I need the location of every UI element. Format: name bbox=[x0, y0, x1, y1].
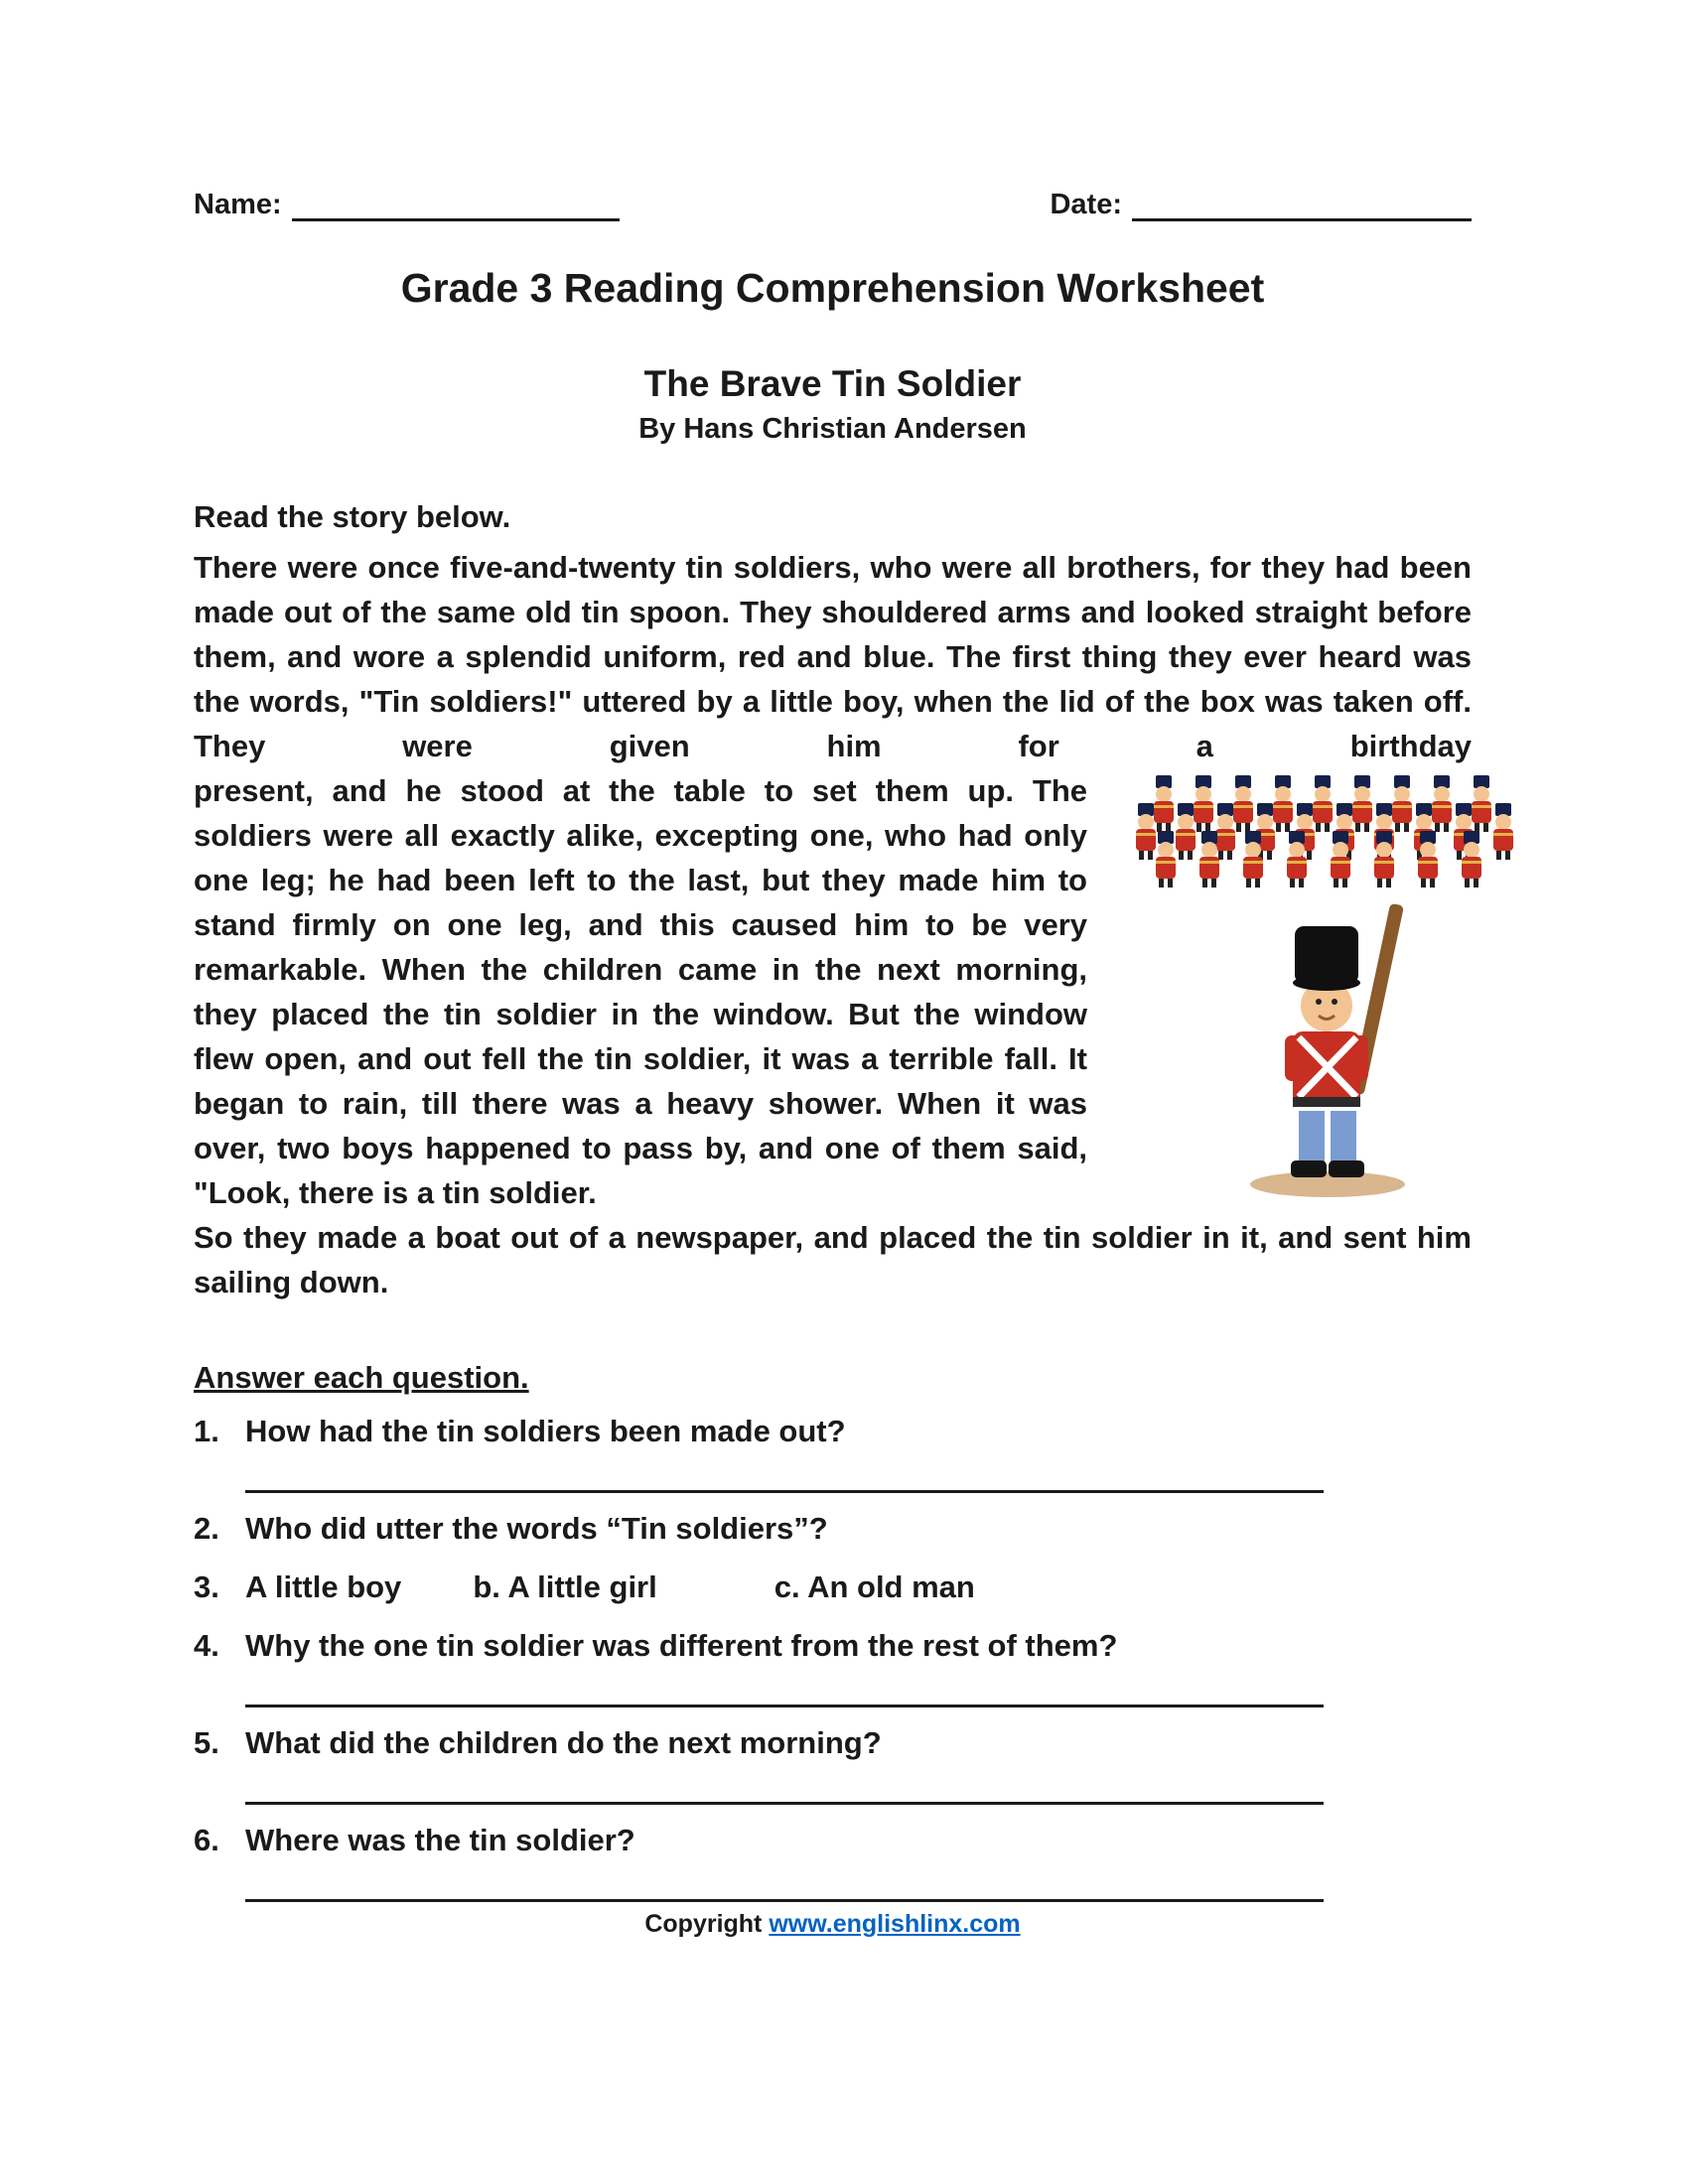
answer-line-1 bbox=[245, 1490, 1324, 1493]
question-1 bbox=[194, 1409, 1472, 1454]
story-byline: By Hans Christian Andersen bbox=[638, 413, 1027, 445]
answer-line-6 bbox=[245, 1899, 1324, 1902]
question-6 bbox=[194, 1818, 1472, 1863]
question-2 bbox=[194, 1506, 1472, 1552]
answer-line-5 bbox=[245, 1802, 1324, 1805]
tin-soldiers-image bbox=[1136, 775, 1523, 1202]
question-5 bbox=[194, 1720, 1472, 1766]
read-instruction: Read the story below. bbox=[194, 499, 511, 534]
answer-section bbox=[194, 1360, 1472, 1902]
story-body bbox=[194, 545, 1472, 1304]
story-paragraph-end: So they made a boat out of a newspaper, and placed the tin soldier in it, and sent him sailing down. bbox=[194, 1220, 1472, 1299]
question-text: Where was the tin soldier? bbox=[245, 1823, 635, 1857]
question-options bbox=[245, 1565, 1472, 1610]
option-a: A little boy bbox=[245, 1570, 402, 1604]
name-label: Name: bbox=[194, 189, 282, 220]
question-3 bbox=[194, 1565, 1472, 1610]
option-c: c. An old man bbox=[774, 1570, 975, 1604]
name-field bbox=[194, 189, 620, 221]
page-title: Grade 3 Reading Comprehension Worksheet bbox=[400, 265, 1265, 311]
copyright-link[interactable]: www.englishlinx.com bbox=[769, 1910, 1021, 1938]
date-blank-line bbox=[1132, 196, 1472, 221]
question-number: 4. bbox=[194, 1628, 219, 1663]
question-text: Who did utter the words “Tin soldiers”? bbox=[245, 1511, 828, 1546]
answer-instruction: Answer each question. bbox=[194, 1360, 529, 1395]
tin-soldier-group-image bbox=[1136, 775, 1513, 887]
option-b: b. A little girl bbox=[473, 1570, 657, 1604]
header-row bbox=[194, 189, 1472, 221]
question-number: 2. bbox=[194, 1511, 219, 1546]
story-paragraph-wrapped: present, and he stood at the table to set them up. The soldiers were all exactly alike, excepting one, who had only one leg; he had been left to the last, but they made him to stand firmly on one leg, and this caused him to be very remarkable. When the children came in the next morning, they placed the tin soldier in the window. But the window flew open, and out fell the tin soldier, it was a terrible fall. It began to rain, till there was a heavy shower. When it was over, two boys happened to pass by, and one of them said, "Look, there is a tin soldier. bbox=[194, 773, 1087, 1210]
question-number: 3. bbox=[194, 1570, 219, 1604]
question-text: Why the one tin soldier was different from the rest of them? bbox=[245, 1628, 1118, 1663]
story-illustration bbox=[1136, 775, 1523, 1202]
question-4 bbox=[194, 1623, 1472, 1669]
date-label: Date: bbox=[1050, 189, 1122, 220]
tin-soldier-single-image bbox=[1250, 903, 1405, 1197]
question-number: 5. bbox=[194, 1725, 219, 1760]
name-blank-line bbox=[292, 196, 620, 221]
question-number: 6. bbox=[194, 1823, 219, 1857]
question-text: How had the tin soldiers been made out? bbox=[245, 1414, 846, 1448]
question-text: What did the children do the next morning? bbox=[245, 1725, 882, 1760]
date-field bbox=[1050, 189, 1472, 221]
copyright-label: Copyright bbox=[644, 1910, 763, 1938]
story-title: The Brave Tin Soldier bbox=[643, 363, 1022, 404]
answer-line-4 bbox=[245, 1705, 1324, 1707]
story-paragraph-full: There were once five-and-twenty tin soldiers, who were all brothers, for they had been made out of the same old tin spoon. They shouldered arms and looked straight before them, and wore a splendid uniform, red and blue. The first thing they ever heard was the words, "Tin soldiers!" uttered by a little boy, when the lid of the box was taken off. They were given him for a birthday bbox=[194, 550, 1472, 763]
question-number: 1. bbox=[194, 1414, 219, 1448]
footer bbox=[194, 1910, 1472, 1939]
